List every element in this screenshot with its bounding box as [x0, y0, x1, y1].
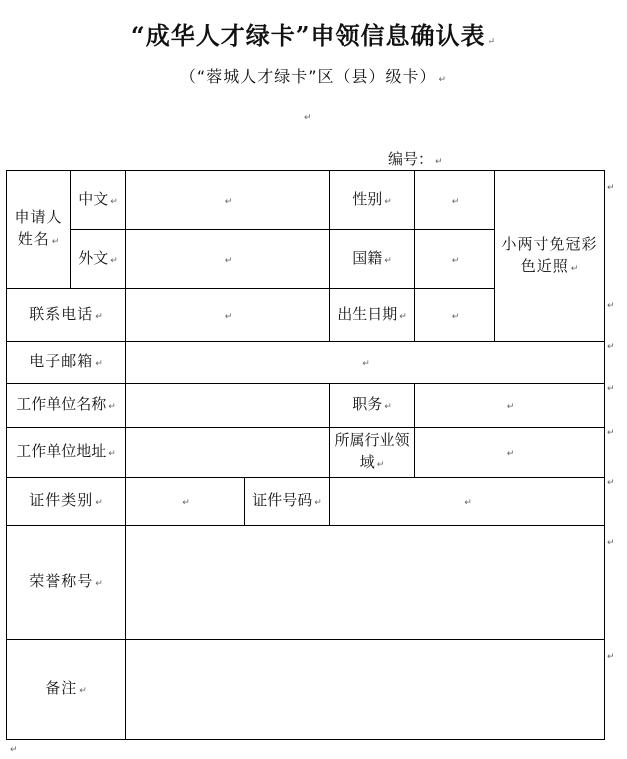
form-subtitle [0, 64, 627, 87]
nationality-label-cell [330, 230, 415, 289]
industry-field[interactable] [415, 428, 605, 478]
email-label: 电子邮箱 [29, 352, 94, 370]
paragraph-mark: ↵ [95, 311, 103, 322]
paragraph-mark: ↵ [451, 255, 460, 266]
birth-date-label: 出生日期 [337, 304, 398, 323]
paragraph-mark: ↵ [451, 311, 460, 322]
chinese-label-cell [71, 171, 126, 230]
birth-date-label-cell [330, 289, 415, 342]
row-end-mark: ↵ [607, 428, 615, 438]
paragraph-mark: ↵ [51, 237, 60, 247]
foreign-label: 外文 [78, 248, 109, 267]
paragraph-mark: ↵ [95, 579, 103, 589]
nationality-field[interactable] [415, 230, 495, 289]
paragraph-mark: ↵ [376, 460, 385, 470]
honor-field[interactable] [126, 526, 605, 640]
table-row [7, 526, 605, 640]
table-row [7, 171, 605, 230]
chinese-name-field[interactable] [126, 171, 330, 230]
id-type-field[interactable] [126, 478, 245, 526]
position-field[interactable] [415, 384, 605, 428]
table-row [7, 428, 605, 478]
paragraph-mark: ↵ [435, 157, 443, 167]
paragraph-mark: ↵ [384, 402, 392, 412]
industry-label-cell [330, 428, 415, 478]
position-label: 职务 [352, 395, 383, 413]
foreign-label-cell [71, 230, 126, 289]
paragraph-mark: ↵ [506, 402, 515, 412]
photo-label: 小两寸免冠彩色近照 [501, 234, 598, 275]
employer-address-label-cell [7, 428, 126, 478]
paragraph-mark: ↵ [314, 498, 322, 508]
remarks-field[interactable] [126, 640, 605, 740]
birth-date-field[interactable] [415, 289, 495, 342]
paragraph-mark: ↵ [451, 196, 460, 207]
paragraph-mark: ↵ [438, 75, 448, 85]
honor-label: 荣誉称号 [29, 572, 94, 590]
application-form-table [6, 170, 605, 740]
gender-field[interactable] [415, 171, 495, 230]
id-number-label: 证件号码 [252, 491, 313, 509]
paragraph-mark: ↵ [110, 196, 118, 207]
remarks-label: 备注 [45, 679, 78, 697]
paragraph-mark: ↵ [384, 196, 392, 207]
paragraph-mark: ↵ [10, 745, 18, 755]
paragraph-mark: ↵ [224, 255, 233, 266]
form-number-label: 编号： [388, 150, 434, 168]
row-end-mark: ↵ [607, 183, 615, 193]
employer-name-label: 工作单位名称 [16, 395, 107, 413]
phone-label: 联系电话 [29, 304, 94, 323]
email-field[interactable] [126, 342, 605, 384]
row-end-mark: ↵ [607, 384, 615, 394]
paragraph-mark: ↵ [506, 449, 515, 459]
remarks-label-cell [7, 640, 126, 740]
paragraph-mark: ↵ [110, 255, 118, 266]
phone-field[interactable] [126, 289, 330, 342]
paragraph-mark: ↵ [304, 113, 312, 123]
paragraph-mark: ↵ [95, 498, 103, 508]
position-label-cell [330, 384, 415, 428]
form-title [0, 16, 627, 51]
row-end-mark: ↵ [607, 478, 615, 488]
phone-label-cell [7, 289, 126, 342]
honor-label-cell [7, 526, 126, 640]
form-number [388, 148, 443, 169]
paragraph-mark: ↵ [570, 263, 579, 274]
employer-address-field[interactable] [126, 428, 330, 478]
row-end-mark: ↵ [607, 301, 615, 311]
row-end-mark: ↵ [607, 538, 615, 548]
paragraph-mark: ↵ [464, 498, 472, 508]
table-row [7, 384, 605, 428]
id-number-field[interactable] [330, 478, 605, 526]
table-row [7, 342, 605, 384]
row-end-mark: ↵ [607, 652, 615, 662]
paragraph-mark: ↵ [487, 37, 497, 47]
employer-name-field[interactable] [126, 384, 330, 428]
gender-label: 性别 [352, 189, 383, 208]
gender-label-cell [330, 171, 415, 230]
chinese-label: 中文 [78, 189, 109, 208]
paragraph-mark: ↵ [384, 255, 392, 266]
id-number-label-cell [245, 478, 330, 526]
paragraph-mark: ↵ [224, 311, 233, 322]
form-subtitle-text: （“蓉城人才绿卡”区（县）级卡） [179, 67, 437, 86]
id-type-label-cell [7, 478, 126, 526]
email-label-cell [7, 342, 126, 384]
paragraph-mark: ↵ [108, 449, 116, 459]
employer-name-label-cell [7, 384, 126, 428]
industry-label: 所属行业领域 [334, 431, 410, 471]
nationality-label: 国籍 [352, 248, 383, 267]
paragraph-mark: ↵ [108, 402, 116, 412]
paragraph-mark: ↵ [182, 498, 190, 508]
foreign-name-field[interactable] [126, 230, 330, 289]
paragraph-mark: ↵ [79, 686, 87, 696]
paragraph-mark: ↵ [362, 359, 370, 369]
paragraph-mark: ↵ [399, 311, 407, 322]
paragraph-mark: ↵ [95, 359, 103, 369]
employer-address-label: 工作单位地址 [16, 442, 107, 460]
paragraph-mark: ↵ [224, 196, 233, 207]
form-title-text: “成华人才绿卡”申领信息确认表 [130, 21, 486, 50]
applicant-name-label: 申请人姓名 [14, 208, 63, 248]
table-row [7, 640, 605, 740]
applicant-name-label-cell [7, 171, 71, 289]
id-type-label: 证件类别 [29, 491, 94, 509]
row-end-mark: ↵ [607, 342, 615, 352]
photo-cell[interactable] [495, 171, 605, 342]
table-row [7, 478, 605, 526]
